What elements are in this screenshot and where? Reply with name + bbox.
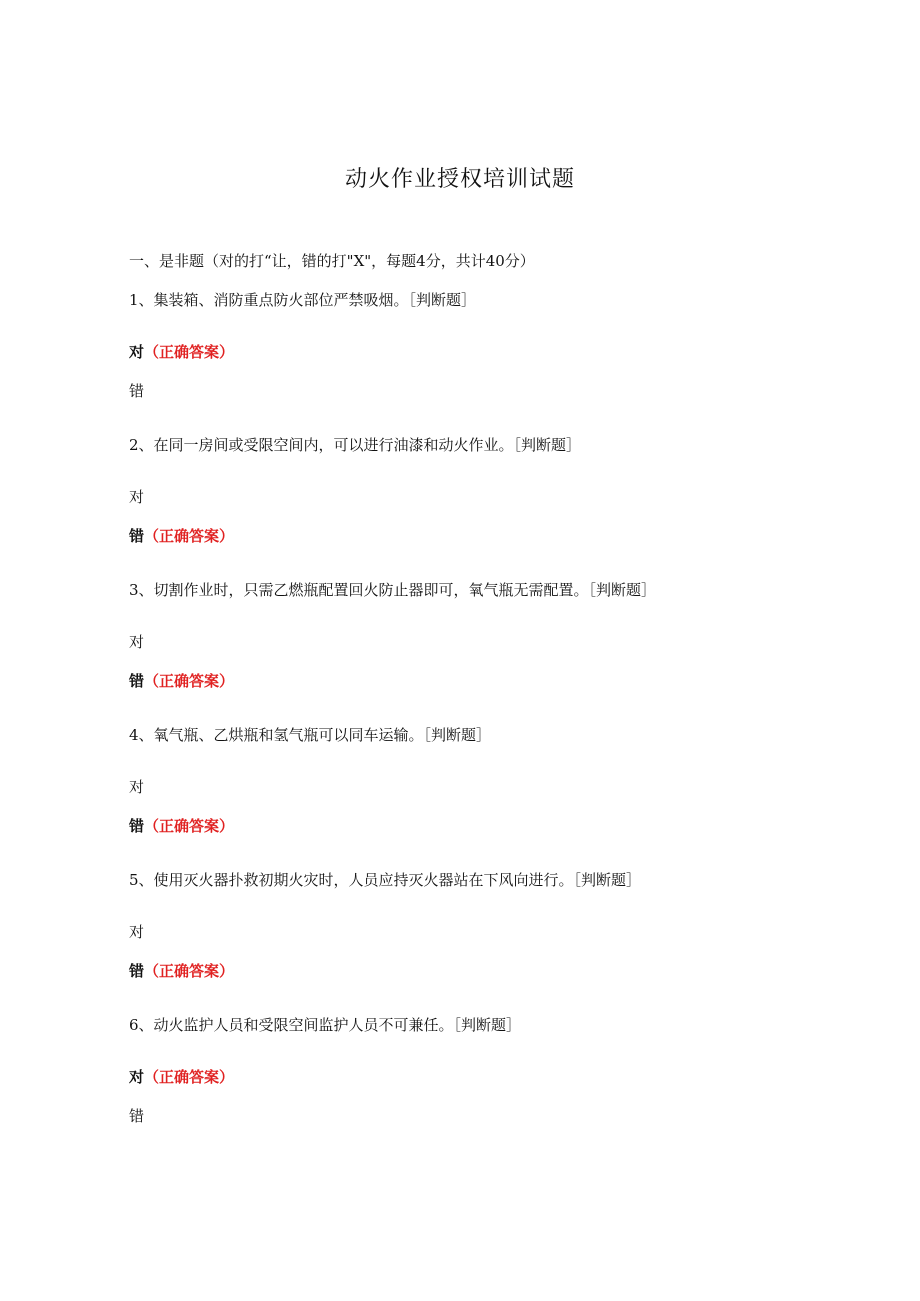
- option-label: 错: [129, 962, 145, 980]
- option-true: [129, 922, 144, 942]
- option-label: 错: [129, 817, 145, 835]
- option-label: 对: [129, 923, 145, 941]
- option-label: 错: [129, 382, 145, 400]
- question-item: [129, 580, 889, 690]
- question-text: 1、集装箱、消防重点防火部位严禁吸烟。［判断题］: [129, 291, 477, 309]
- option-false: [129, 381, 144, 401]
- option-false: [129, 526, 234, 546]
- question-item: [129, 435, 889, 545]
- option-false: [129, 1106, 144, 1126]
- question-item: [129, 290, 889, 400]
- question-text: 3、切割作业时，只需乙燃瓶配置回火防止器即可，氧气瓶无需配置。［判断题］: [129, 581, 657, 599]
- option-label: 对: [129, 488, 145, 506]
- option-false: [129, 816, 234, 836]
- option-label: 错: [129, 527, 145, 545]
- question-text: 2、在同一房间或受限空间内，可以进行油漆和动火作业。［判断题］: [129, 436, 582, 454]
- question-item: [129, 725, 889, 835]
- option-label: 对: [129, 633, 145, 651]
- document-title: 动火作业授权培训试题: [344, 167, 575, 192]
- option-label: 对: [129, 778, 145, 796]
- correct-answer-mark: （正确答案）: [144, 527, 235, 545]
- question-item: [129, 870, 889, 980]
- option-false: [129, 671, 234, 691]
- correct-answer-mark: （正确答案）: [144, 343, 235, 361]
- correct-answer-mark: （正确答案）: [144, 962, 235, 980]
- question-text: 4、氧气瓶、乙烘瓶和氢气瓶可以同车运输。［判断题］: [129, 726, 492, 744]
- option-true: [129, 632, 144, 652]
- option-true: [129, 777, 144, 797]
- option-true: [129, 342, 234, 362]
- option-label: 对: [129, 1068, 145, 1086]
- question-text: 6、动火监护人员和受限空间监护人员不可兼任。［判断题］: [129, 1016, 522, 1034]
- question-text: 5、使用灭火器扑救初期火灾时，人员应持灭火器站在下风向进行。［判断题］: [129, 871, 642, 889]
- question-item: [129, 1015, 889, 1125]
- option-false: [129, 961, 234, 981]
- option-true: [129, 487, 144, 507]
- correct-answer-mark: （正确答案）: [144, 1068, 235, 1086]
- option-label: 错: [129, 672, 145, 690]
- correct-answer-mark: （正确答案）: [144, 817, 235, 835]
- option-label: 错: [129, 1107, 145, 1125]
- option-true: [129, 1067, 234, 1087]
- option-label: 对: [129, 343, 145, 361]
- correct-answer-mark: （正确答案）: [144, 672, 235, 690]
- section-heading: 一、是非题（对的打“让，错的打"X"，每题4分，共计40分）: [129, 252, 535, 270]
